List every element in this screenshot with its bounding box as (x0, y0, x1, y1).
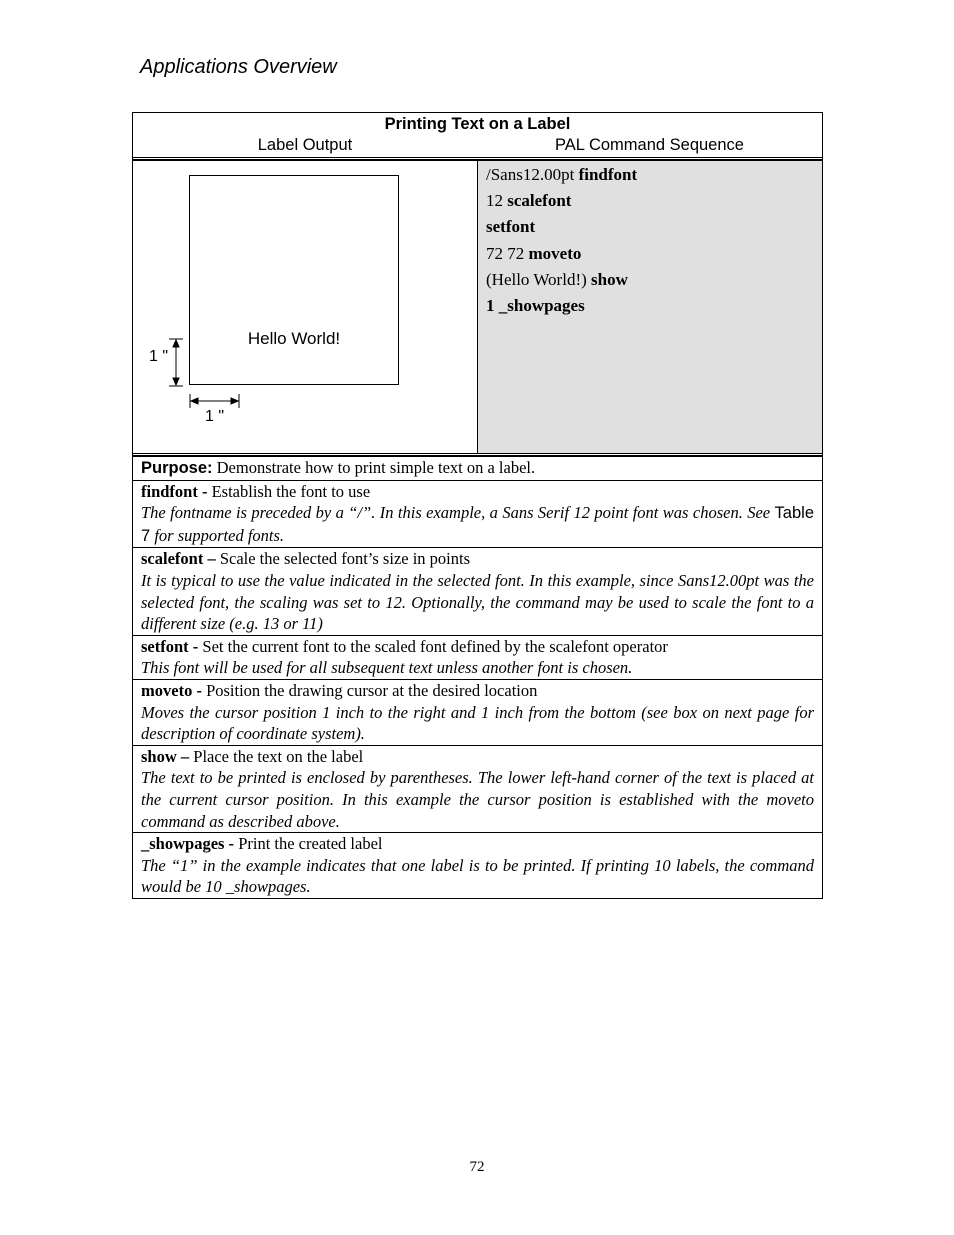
purpose-label: Purpose: (141, 459, 213, 477)
command-line: /Sans12.00pt findfont (486, 165, 638, 184)
command-line: 72 72 moveto (486, 243, 582, 263)
command-line: 12 scalefont (486, 191, 572, 211)
operator-description: It is typical to use the value indicated in the selected font. In this example, since Sans12.00pt was the selected font, the scaling was set to 12. Optionally, the command may be used to scale the font to a different size (e.g. 13 or 11) (141, 570, 814, 634)
findfont-row (133, 480, 822, 548)
table-reference-link: Table 7 (141, 504, 814, 545)
operator-description: This font will be used for all subsequent text unless another font is chosen. (141, 658, 633, 678)
command-line: 1 _showpages (486, 295, 585, 315)
operator-summary: moveto - Position the drawing cursor at the desired location (141, 680, 538, 700)
page-header-title: Applications Overview (140, 56, 337, 78)
table-title: Printing Text on a Label (384, 115, 571, 133)
operator-summary: _showpages - Print the created label (141, 834, 383, 854)
example-row (133, 159, 822, 454)
showpages-row (133, 832, 822, 898)
column-header-pal-commands: PAL Command Sequence (555, 136, 744, 154)
label-output-cell (133, 161, 478, 453)
operator-summary: findfont - Establish the font to use (141, 481, 371, 501)
operator-summary: scalefont – Scale the selected font’s size in points (141, 549, 471, 569)
purpose-text: Demonstrate how to print simple text on a label. (212, 458, 536, 477)
moveto-row (133, 679, 822, 745)
vertical-dimension-icon (169, 339, 183, 386)
horizontal-dimension-icon (190, 394, 239, 408)
label-preview-text: Hello World! (247, 329, 341, 348)
dimension-markers (133, 161, 477, 453)
show-row (133, 745, 822, 832)
page-number: 72 (469, 1159, 485, 1175)
setfont-row (133, 635, 822, 679)
command-sequence-cell (478, 161, 822, 453)
operator-summary: setfont - Set the current font to the scaled font defined by the scalefont operator (141, 636, 668, 656)
operator-description: The fontname is preceded by a “/”. In this example, a Sans Serif 12 point font was chosen. See Table 7 for supported fonts. (141, 503, 814, 545)
operator-summary: show – Place the text on the label (141, 746, 364, 766)
operator-description: Moves the cursor position 1 inch to the right and 1 inch from the bottom (see box on next page for description of coordinate system). (141, 702, 814, 744)
vertical-dimension-label: 1 " (149, 348, 169, 365)
column-header-label-output: Label Output (257, 136, 353, 154)
table-caption (133, 113, 822, 158)
command-line: setfont (486, 217, 536, 237)
purpose-row (133, 455, 822, 480)
command-line: (Hello World!) show (486, 269, 628, 289)
scalefont-row (133, 547, 822, 634)
horizontal-dimension-label: 1 " (205, 408, 225, 425)
operator-description: The “1” in the example indicates that one label is to be printed. If printing 10 labels, the command would be 10 _showpages. (141, 855, 814, 897)
operator-description: The text to be printed is enclosed by parentheses. The lower left-hand corner of the text is placed at the current cursor position. In this example the cursor position is established with the moveto command as described above. (141, 768, 814, 831)
pal-example-table (132, 112, 823, 899)
